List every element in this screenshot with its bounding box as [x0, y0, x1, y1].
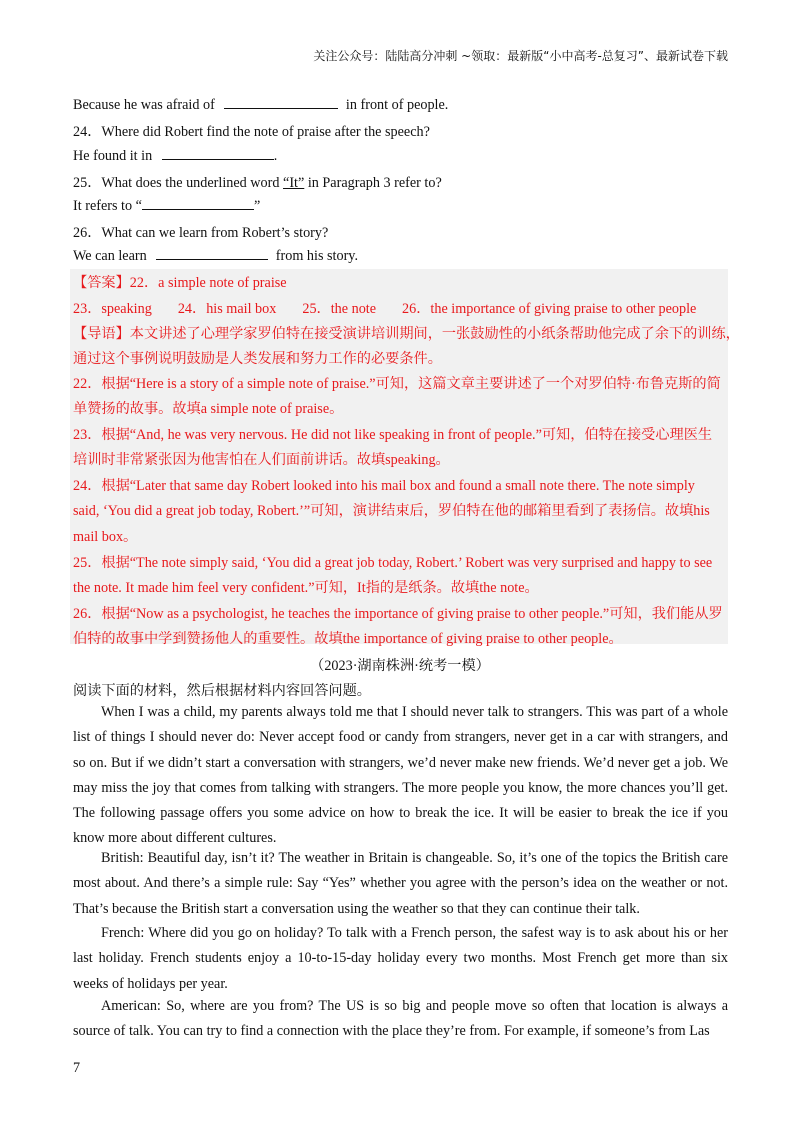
- q24-answer-suffix: .: [273, 148, 278, 164]
- q24-question: 24．Where did Robert find the note of praise after the speech?: [73, 124, 430, 140]
- q25-question: [73, 172, 442, 192]
- q23-answer-prefix: Because he was afraid of: [73, 97, 215, 113]
- passage-text-4: American: So, where are you from? The US is so big and people move so often that location is always a source of talk. You can try to find a connection with the place they’re from. For example, if someone’s from Las: [73, 998, 728, 1040]
- answer-line-1: [73, 272, 287, 292]
- passage-paragraph-3: [73, 921, 728, 997]
- answer-24: 24．his mail box: [177, 301, 277, 317]
- q26-blank: [156, 247, 268, 260]
- source-label: （2023·湖南株洲·统考一模）: [310, 658, 490, 674]
- q25-suffix: in Paragraph 3 refer to?: [307, 175, 442, 191]
- passage-paragraph-4: [73, 994, 728, 1045]
- q26-answer-prefix: We can learn: [73, 248, 147, 264]
- explain-25-line-2: the note. It made him feel very confident.”可知，It指的是纸条。故填the note。: [73, 580, 539, 596]
- passage-paragraph-1: [73, 700, 728, 852]
- instruction: 阅读下面的材料，然后根据材料内容回答问题。: [73, 683, 371, 699]
- explain-23-line-2: 培训时非常紧张因为他害怕在人们面前讲话。故填speaking。: [73, 452, 450, 468]
- q25-underlined-word: “It”: [283, 175, 305, 191]
- page-header: 关注公众号：陆陆高分冲刺 ~领取：最新版“小中高考-总复习”、最新试卷下载: [313, 49, 728, 63]
- guide-line-1: 【导语】本文讲述了心理学家罗伯特在接受演讲培训期间，一张鼓励性的小纸条帮助他完成了余下的训练，: [73, 326, 740, 342]
- passage-paragraph-2: [73, 846, 728, 922]
- q23-blank: [224, 96, 338, 109]
- explain-24-line-2: said, ‘You did a great job today, Robert.’”可知，演讲结束后，罗伯特在他的邮箱里看到了表扬信。故填his: [73, 503, 710, 519]
- answer-line-2: [73, 298, 696, 318]
- answer-23: 23．speaking: [73, 301, 152, 317]
- page-number: 7: [73, 1060, 81, 1076]
- passage-text-2: British: Beautiful day, isn’t it? The weather in Britain is changeable. So, it’s one of the topics the British care most about. And there’s a simple rule: Say “Yes” whether you agree with the person’s idea on the weather or not. That’s because the British start a conversation using the weather so that they can continue their talk.: [73, 850, 728, 917]
- explain-22-line-2: 单赞扬的故事。故填a simple note of praise。: [73, 401, 344, 417]
- explain-22-line-1: 22．根据“Here is a story of a simple note of praise.”可知，这篇文章主要讲述了一个对罗伯特·布鲁克斯的简: [73, 376, 721, 392]
- q24-blank: [162, 147, 274, 160]
- q25-answer-prefix: It refers to “: [73, 198, 142, 214]
- q25-answer-suffix: ”: [253, 198, 261, 214]
- answer-label: 【答案】: [73, 275, 130, 291]
- q25-prefix: 25．What does the underlined word: [73, 175, 280, 191]
- q24-answer-prefix: He found it in: [73, 148, 153, 164]
- q24-answer-line: [73, 147, 277, 165]
- answer-22: 22．a simple note of praise: [129, 275, 287, 291]
- explain-23-line-1: 23．根据“And, he was very nervous. He did not like speaking in front of people.”可知，伯特在接受心理医生: [73, 427, 713, 443]
- explain-24-line-3: mail box。: [73, 529, 138, 545]
- passage-text-1: When I was a child, my parents always told me that I should never talk to strangers. This was part of a whole list of things I should never do: Never accept food or candy from strangers, never get in a car with strangers, and so on. But if we didn’t start a conversation with strangers, we’d never make new friends. We’d never get a job. We may miss the joy that comes from talking with strangers. The more people you know, the more chances you’ll get. The following passage offers you some advice on how to break the ice. It will be easier to break the ice if you know more about different cultures.: [73, 704, 728, 847]
- q26-answer-suffix: from his story.: [275, 248, 359, 264]
- answer-26: 26．the importance of giving praise to other people: [402, 301, 697, 317]
- q26-answer-line: [73, 247, 358, 265]
- passage-text-3: French: Where did you go on holiday? To talk with a French person, the safest way is to ask about his or her last holiday. French students enjoy a 10-to-15-day holiday every two months. Most French get more than six weeks of holidays per year.: [73, 925, 728, 992]
- explain-24-line-1: 24．根据“Later that same day Robert looked into his mail box and found a small note there. The note simply: [73, 478, 695, 494]
- explain-25-line-1: 25．根据“The note simply said, ‘You did a great job today, Robert.’ Robert was very surprised and happy to see: [73, 555, 713, 571]
- q23-answer-suffix: in front of people.: [345, 97, 449, 113]
- q23-answer-line: [73, 96, 448, 114]
- q25-answer-line: [73, 197, 260, 215]
- q26-question: 26．What can we learn from Robert’s story?: [73, 225, 329, 241]
- explain-26-line-2: 伯特的故事中学到赞扬他人的重要性。故填the importance of giving praise to other people。: [73, 631, 623, 647]
- q25-blank: [142, 197, 254, 210]
- answer-25: 25．the note: [302, 301, 377, 317]
- guide-line-2: 通过这个事例说明鼓励是人类发展和努力工作的必要条件。: [73, 351, 442, 367]
- explain-26-line-1: 26．根据“Now as a psychologist, he teaches the importance of giving praise to other people.”可知，我们能从罗: [73, 606, 723, 622]
